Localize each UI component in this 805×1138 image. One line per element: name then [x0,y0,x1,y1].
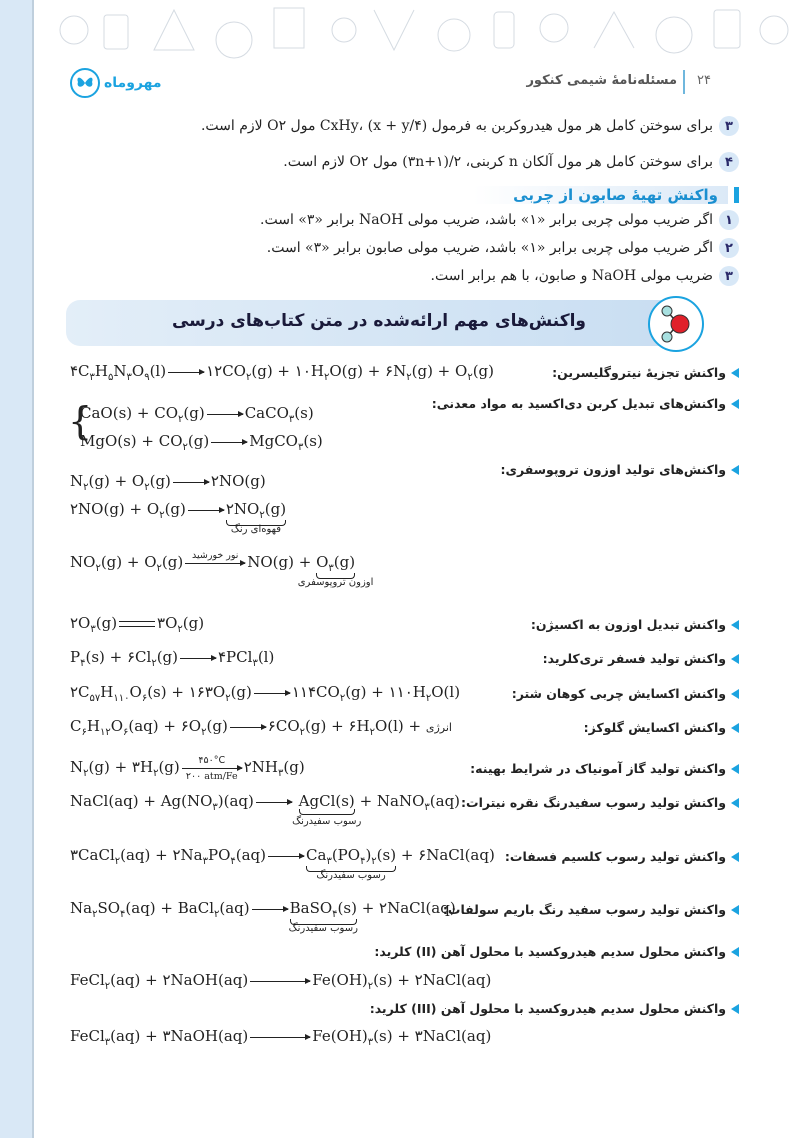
bullet-triangle-icon [731,399,739,409]
chemistry-doodle-background [34,0,805,70]
equation: ۳CaCl$_۲$(aq) + $۲Na_۳PO_۴(aq)$ $Ca_۳(PO_۴)_۲(s)$ رسوب سفیدرنگ + ۶NaCl(aq) [70,846,495,881]
soap-item-text: ضریب مولی NaOH و صابون، با هم برابر است. [430,268,713,284]
heading-bar [734,187,739,203]
reaction-arrow [230,727,266,728]
reaction-label: واکنش اکسایش گلوکز: [584,720,739,735]
note-item [201,116,739,136]
soap-section-title: واکنش تهیهٔ صابون از چربی [473,186,728,204]
equation: $MgO(s) + CO_۲(g)$ MgCO$_۳$(s) [80,432,323,453]
soap-item [260,210,739,230]
brace-note: اوزون تروپوسفری [297,577,374,588]
reaction-label: واکنش تولید فسفر تری‌کلرید: [543,651,739,666]
number-badge: ۳ [719,116,739,136]
note-text: برای سوختن کامل هر مول آلکان n کربنی، (۳n+۱)/۲ مول O۲ لازم است. [283,154,713,170]
banner-title: واکنش‌های مهم ارائه‌شده در متن کتاب‌های درسی [171,311,586,331]
equation: FeCl$_۲$(aq) + ۲NaOH(aq) $Fe(OH)_۲(s)$ + ۲NaCl(aq) [70,971,492,992]
page-header [0,66,805,100]
number-badge: ۱ [719,210,739,230]
soap-section-heading [473,186,739,204]
reaction-arrow [256,802,292,803]
reaction-label: واکنش تبدیل اوزون به اکسیژن: [531,617,739,632]
equation: $۴C_۳H_۵N_۳O_۹(l)$ $۱۲CO_۲(g)$ + $۱۰H_۲O(g)$ + $۶N_۲(g) + O_۲(g)$ [70,362,495,383]
brace-note: رسوب سفیدرنگ [316,870,386,881]
reaction-label: واکنش‌های تولید اوزون تروپوسفری: [501,462,740,477]
soap-item [431,266,739,286]
reaction-arrow [254,693,290,694]
reaction-label: واکنش اکسایش چربی کوهان شتر: [512,686,739,701]
header-divider [683,70,685,94]
brace-note: رسوب سفیدرنگ [288,923,358,934]
reaction-label: واکنش تولید رسوب کلسیم فسفات: [505,849,739,864]
equation: $۲O_۳(g)$ $۳O_۲(g)$ [70,614,205,635]
bullet-triangle-icon [731,723,739,733]
bullet-triangle-icon [731,368,739,378]
number-badge: ۲ [719,238,739,258]
reaction-label: واکنش تولید رسوب سفید رنگ باریم سولفات: [443,902,739,917]
reaction-arrow [173,482,209,483]
butterfly-icon [70,68,100,98]
bullet-triangle-icon [731,1004,739,1014]
reaction-arrow [211,442,247,443]
bullet-triangle-icon [731,905,739,915]
reaction-arrow [207,414,243,415]
arrow-condition: نور خورشید [192,549,239,561]
curly-brace: { [68,399,93,443]
equilibrium-arrow [119,619,155,629]
reaction-label: واکنش تولید گاز آمونیاک در شرایط بهینه: [470,761,739,776]
underbrace: BaSO$_۴$(s) رسوب سفیدرنگ [288,899,358,934]
note-item [283,152,739,172]
left-margin-strip [0,0,34,1138]
number-badge: ۴ [719,152,739,172]
equation: FeCl$_۳$(aq) + ۳NaOH(aq) $Fe(OH)_۳(s)$ + ۳NaCl(aq) [70,1027,492,1048]
number-badge: ۳ [719,266,739,286]
arrow-condition: ۲۰۰ atm/Fe [185,770,238,782]
reaction-arrow [252,909,288,910]
reaction-arrow [168,372,204,373]
underbrace: $O_۳(g)$ اوزون تروپوسفری [297,553,374,588]
equation: $C_۶H_{۱۲}O_۶(aq)$ + $۶O_۲(g)$ $۶CO_۲(g)$ + $۶H_۲O(l)$ + انرژی [70,717,452,738]
arrow-condition: ۴۵۰°C [198,754,226,766]
reaction-label: واکنش تجزیهٔ نیتروگلیسرین: [552,365,739,380]
brace-note: رسوب سفیدرنگ [292,816,362,827]
book-title: مسئله‌نامهٔ شیمی کنکور [526,73,677,88]
underbrace: AgCl(s) رسوب سفیدرنگ [292,792,362,827]
bullet-triangle-icon [731,947,739,957]
reaction-arrow [250,1037,310,1038]
equation: NaCl(aq) + $Ag(NO_۳)(aq)$ AgCl(s) رسوب سفیدرنگ + NaNO$_۳$(aq) [70,792,461,827]
equation: $P_۴(s)$ + $۶Cl_۲(g)$ ۴PCl$_۳$(l) [70,648,275,669]
reaction-arrow [268,856,304,857]
page-number: ۲۴ [697,73,711,88]
equation: $۲C_{۵۷}H_{۱۱۰}O_۶(s)$ + $۱۶۳O_۲(g)$ $۱۱۴CO_۲(g)$ + $۱۱۰H_۲O(l)$ [70,683,461,704]
reaction-arrow [180,658,216,659]
note-text: برای سوختن کامل هر مول هیدروکربن به فرمول CxHy، (x + y/۴) مول O۲ لازم است. [200,118,713,134]
equation: $NO_۲(g) + O_۲(g)$ نور خورشید $NO(g) + O_۳(g)$ اوزون تروپوسفری [70,549,374,588]
bullet-triangle-icon [731,764,739,774]
equation: $CaO(s) + CO_۲(g)$ CaCO$_۳$(s) [80,404,314,425]
reaction-label: واکنش‌های تبدیل کربن دی‌اکسید به مواد معدنی: [432,396,739,411]
reaction-label: واکنش تولید رسوب سفیدرنگ نقره نیترات: [461,795,739,810]
soap-item-text: اگر ضریب مولی چربی برابر «۱» باشد، ضریب مولی صابون برابر «۳» است. [266,240,713,256]
soap-item [267,238,739,258]
equation: $N_۲(g) + O_۲(g)$ ۲NO(g) [70,472,266,493]
equation: ۲NO(g) + $O_۲(g)$ $۲NO_۲(g)$ قهوه‌ای رنگ [70,500,287,535]
underbrace: $Ca_۳(PO_۴)_۲(s)$ رسوب سفیدرنگ [306,846,397,881]
bullet-triangle-icon [731,620,739,630]
molecule-icon [648,296,704,352]
publisher-logo [70,68,162,98]
reaction-arrow [182,754,242,782]
soap-item-text: اگر ضریب مولی چربی برابر «۱» باشد، ضریب مولی NaOH برابر «۳» است. [260,212,713,228]
reaction-label: واکنش محلول سدیم هیدروکسید با محلول آهن (II) کلرید: [374,944,739,959]
section-banner [66,300,666,346]
bullet-triangle-icon [731,689,739,699]
equation: $Na_۲SO_۴(aq)$ + BaCl$_۲$(aq) BaSO$_۴$(s) رسوب سفیدرنگ + ۲NaCl(aq) [70,899,456,934]
underbrace: $۲NO_۲(g)$ قهوه‌ای رنگ [225,500,287,535]
bullet-triangle-icon [731,852,739,862]
logo-text: مهروماه [104,75,162,91]
bullet-triangle-icon [731,798,739,808]
bullet-triangle-icon [731,465,739,475]
reaction-arrow [188,510,224,511]
equation: $N_۲(g)$ + $۳H_۲(g)$ ۴۵۰°C ۲۰۰ atm/Fe $۲NH_۳(g)$ [70,754,305,782]
bullet-triangle-icon [731,654,739,664]
reaction-arrow [185,549,245,564]
reaction-arrow [250,981,310,982]
reaction-label: واکنش محلول سدیم هیدروکسید با محلول آهن (III) کلرید: [370,1001,739,1016]
brace-note: قهوه‌ای رنگ [230,524,282,535]
